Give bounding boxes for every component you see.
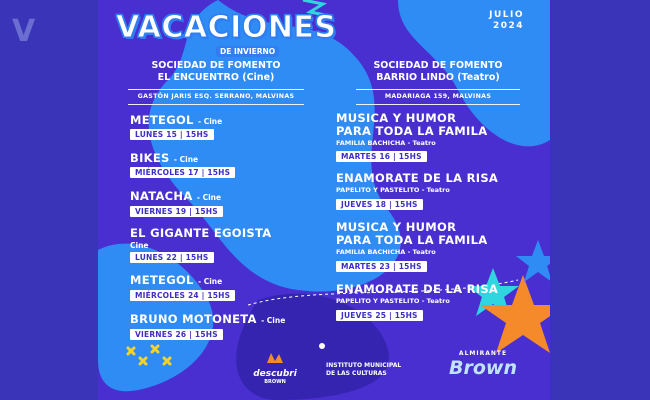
left-venue-name-line1: SOCIEDAD DE FOMENTO [151,60,281,71]
left-event-5-date: MIÉRCOLES 24 | 15HS [130,290,235,301]
right-event-3-company: FAMILIA BACHICHA - Teatro [336,248,436,256]
right-event-4-company: PAPELITO Y PASTELITO - Teatro [336,297,450,305]
left-event-3-title [130,190,221,204]
right-event-1-company: FAMILIA BACHICHA - Teatro [336,139,436,147]
event-title-text: METEGOL [130,273,194,287]
right-venue-name-line1: SOCIEDAD DE FOMENTO [373,60,503,71]
instituto-logo: INSTITUTO MUNICIPAL DE LAS CULTURAS [326,362,402,377]
brown-wordmark: Brown [449,357,517,379]
right-event-2-date: JUEVES 18 | 15HS [336,199,423,210]
right-venue-address: MADARIAGA 159, MALVINAS [384,93,492,100]
blurred-right-background [552,0,650,400]
descubri-subtitle: BROWN [264,379,286,385]
event-title-text: BIKES [130,151,170,165]
right-venue-divider-top [356,89,520,90]
left-event-1-date: LUNES 15 | 15HS [130,129,214,140]
event-title-text: NATACHA [130,189,193,203]
left-venue-name-line2: EL ENCUENTRO (Cine) [157,72,275,83]
blurred-left-background [0,0,98,400]
right-venue-divider-bottom [356,104,520,105]
blue-star-icon [516,240,550,282]
event-title-text: METEGOL [130,113,194,127]
left-venue-name [126,60,306,84]
left-event-1-title [130,114,222,128]
event-type: - Cine [197,277,223,286]
event-title-text: BRUNO MOTONETA [130,312,257,326]
descubri-hand-icon [265,351,285,365]
descubri-brown-logo [250,350,300,385]
right-event-1-title-line1: MUSICA Y HUMOR [336,111,457,125]
left-event-2-date: MIÉRCOLES 17 | 15HS [130,167,235,178]
left-venue-divider-top [128,89,304,90]
left-event-3-date: VIERNES 19 | 15HS [130,206,223,217]
left-venue-address: GASTÓN JARIS ESQ. SERRANO, MALVINAS [137,93,295,100]
poster-title-logo: VACACIONES [116,10,337,45]
right-event-1-date: MARTES 16 | 15HS [336,151,427,162]
ghost-logo-glyph: V [12,14,36,49]
descubri-wordmark: descubri [253,369,297,379]
right-event-3-date: MARTES 23 | 15HS [336,261,427,272]
poster-subtitle: DE INVIERNO [216,46,279,57]
poster-month: JULIO [489,10,524,20]
poster-date [489,10,524,32]
almirante-label: ALMIRANTE [458,350,508,357]
left-event-4-type: Cine [130,241,149,250]
event-type: - Cine [196,193,222,202]
right-event-2-title: ENAMORATE DE LA RISA [336,171,499,185]
right-venue-name-line2: BARRIO LINDO (Teatro) [376,72,500,83]
right-event-2-company: PAPELITO Y PASTELITO - Teatro [336,186,450,194]
left-event-4-date: LUNES 22 | 15HS [130,252,214,263]
right-event-4-date: JUEVES 25 | 15HS [336,310,423,321]
right-event-4-title: ENAMORATE DE LA RISA [336,282,499,296]
left-event-5-title [130,274,222,288]
almirante-brown-logo [443,350,523,379]
left-venue-divider-bottom [128,104,304,105]
right-event-1-title-line2: PARA TODA LA FAMILA [336,124,488,138]
left-event-6-title [130,313,285,327]
right-event-3-title-line1: MUSICA Y HUMOR [336,220,457,234]
right-event-3-title-line2: PARA TODA LA FAMILA [336,233,488,247]
left-event-2-title [130,152,198,166]
white-dot [319,343,325,349]
right-venue-name [348,60,528,84]
left-event-4-title: EL GIGANTE EGOISTA [130,226,272,240]
event-type: - Cine [197,117,223,126]
event-type: - Cine [261,316,286,325]
event-poster [98,0,550,400]
left-event-6-date: VIERNES 26 | 15HS [130,329,223,340]
event-type: - Cine [173,155,199,164]
poster-year: 2024 [492,21,524,31]
